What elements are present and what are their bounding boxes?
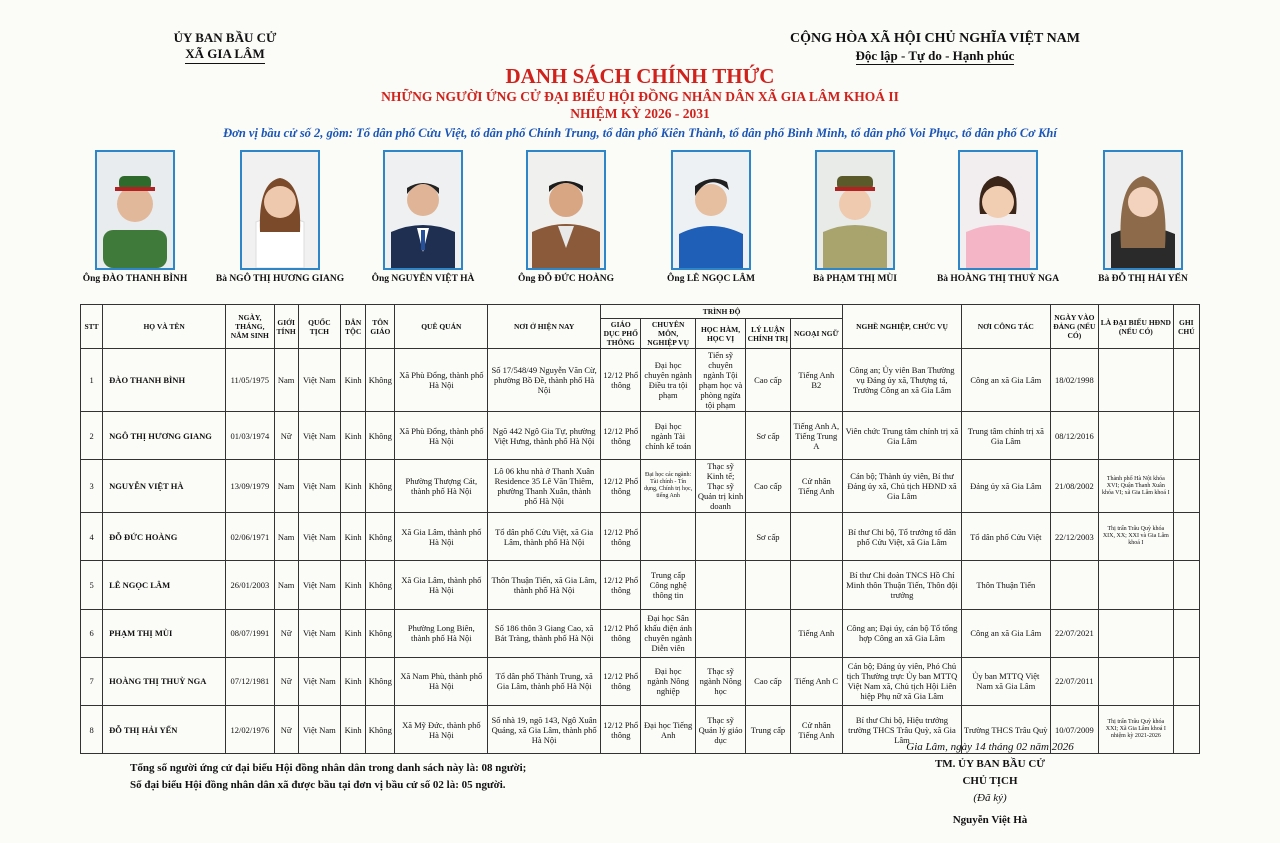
cell-ethnic: Kinh — [341, 609, 366, 657]
cell-residence: Ngõ 442 Ngô Gia Tự, phường Việt Hưng, thành phố Hà Nội — [488, 412, 601, 460]
cell-edu-general: 12/12 Phổ thông — [601, 412, 641, 460]
candidate-photo — [671, 150, 751, 270]
candidate-photo-strip — [70, 150, 1210, 290]
candidate-card — [1068, 150, 1218, 284]
cell-hometown: Xã Nam Phù, thành phố Hà Nội — [395, 657, 488, 705]
candidate-card — [636, 150, 786, 284]
document-title: DANH SÁCH CHÍNH THỨC — [505, 64, 775, 88]
cell-gender: Nữ — [274, 705, 298, 753]
table-row — [81, 609, 1200, 657]
cell-residence: Số nhà 19, ngõ 143, Ngô Xuân Quảng, xã Gia Lâm, thành phố Hà Nội — [488, 705, 601, 753]
cell-gender: Nam — [274, 561, 298, 609]
candidate-rows — [81, 349, 1200, 754]
cell-hometown: Xã Gia Lâm, thành phố Hà Nội — [395, 561, 488, 609]
col-delegate: LÀ ĐẠI BIỂU HĐND (NẾU CÓ) — [1099, 305, 1174, 349]
electoral-unit-line: Đơn vị bầu cử số 2, gồm: Tổ dân phố Cửu Việt, tổ dân phố Chính Trung, tổ dân phố Kiên Thành, tổ dân phố Bình Minh, tổ dân phố Voi Phục, tổ dân phố Cơ Khí — [223, 126, 1057, 140]
cell-party-date: 08/12/2016 — [1050, 412, 1098, 460]
cell-dob: 12/02/1976 — [226, 705, 274, 753]
national-motto: Độc lập - Tự do - Hạnh phúc — [855, 48, 1015, 63]
col-religion: TÔN GIÁO — [366, 305, 395, 349]
cell-residence: Tổ dân phố Thành Trung, xã Gia Lâm, thành phố Hà Nội — [488, 657, 601, 705]
cell-edu-language: Tiếng Anh B2 — [790, 349, 842, 412]
cell-delegate — [1099, 349, 1174, 412]
cell-religion: Không — [366, 561, 395, 609]
cell-note — [1173, 609, 1199, 657]
cell-edu-degree: Thạc sỹ Quản lý giáo dục — [695, 705, 745, 753]
cell-edu-language — [790, 561, 842, 609]
cell-delegate — [1099, 412, 1174, 460]
col-gender: GIỚI TÍNH — [274, 305, 298, 349]
cell-note — [1173, 513, 1199, 561]
cell-edu-political: Cao cấp — [746, 460, 790, 513]
candidate-caption: Ông LÊ NGỌC LÂM — [667, 274, 755, 284]
cell-hometown: Xã Mỹ Đức, thành phố Hà Nội — [395, 705, 488, 753]
cell-gender: Nữ — [274, 657, 298, 705]
cell-name: NGÔ THỊ HƯƠNG GIANG — [103, 412, 226, 460]
col-nationality: QUỐC TỊCH — [298, 305, 340, 349]
candidate-caption: Bà NGÔ THỊ HƯƠNG GIANG — [215, 274, 345, 284]
cell-edu-political: Sơ cấp — [746, 513, 790, 561]
cell-edu-political: Cao cấp — [746, 657, 790, 705]
candidate-photo — [240, 150, 320, 270]
col-dob: NGÀY, THÁNG, NĂM SINH — [226, 305, 274, 349]
cell-workplace: Trường THCS Trâu Quỳ — [961, 705, 1050, 753]
place-date: Gia Lâm, ngày 14 tháng 02 năm 2026 — [906, 741, 1074, 753]
cell-edu-degree — [695, 609, 745, 657]
cell-name: NGUYỄN VIỆT HÀ — [103, 460, 226, 513]
col-edu-major: CHUYÊN MÔN, NGHIỆP VỤ — [641, 319, 695, 349]
cell-job: Cán bộ; Thành ủy viên, Bí thư Đảng ủy xã, Chủ tịch HĐND xã Gia Lâm — [843, 460, 962, 513]
cell-edu-general: 12/12 Phổ thông — [601, 561, 641, 609]
cell-workplace: Công an xã Gia Lâm — [961, 349, 1050, 412]
cell-religion: Không — [366, 609, 395, 657]
cell-hometown: Xã Phù Đổng, thành phố Hà Nội — [395, 349, 488, 412]
authority-line1: ỦY BAN BẦU CỬ — [173, 30, 277, 45]
cell-gender: Nam — [274, 349, 298, 412]
cell-name: LÊ NGỌC LÂM — [103, 561, 226, 609]
col-edu-general: GIÁO DỤC PHỔ THÔNG — [601, 319, 641, 349]
cell-name: PHẠM THỊ MÙI — [103, 609, 226, 657]
authority-line2: XÃ GIA LÂM — [185, 46, 264, 64]
cell-edu-political: Cao cấp — [746, 349, 790, 412]
cell-edu-general: 12/12 Phổ thông — [601, 609, 641, 657]
signature-position: CHỦ TỊCH — [962, 775, 1018, 787]
cell-dob: 01/03/1974 — [226, 412, 274, 460]
cell-edu-degree: Tiến sỹ chuyên ngành Tội phạm học và phòng ngừa tội phạm — [695, 349, 745, 412]
cell-hometown: Phường Long Biên, thành phố Hà Nội — [395, 609, 488, 657]
cell-edu-major: Đại học chuyên ngành Điều tra tội phạm — [641, 349, 695, 412]
cell-edu-degree — [695, 561, 745, 609]
candidate-table — [80, 304, 1200, 754]
col-job: NGHỀ NGHIỆP, CHỨC VỤ — [843, 305, 962, 349]
cell-party-date: 22/12/2003 — [1050, 513, 1098, 561]
candidate-photo — [383, 150, 463, 270]
table-row — [81, 561, 1200, 609]
document-subtitle: NHỮNG NGƯỜI ỨNG CỬ ĐẠI BIỂU HỘI ĐỒNG NHÂN DÂN XÃ GIA LÂM KHOÁ II — [381, 89, 899, 104]
col-note: GHI CHÚ — [1173, 305, 1199, 349]
cell-workplace: Thôn Thuận Tiến — [961, 561, 1050, 609]
cell-edu-major: Đại học ngành Nông nghiệp — [641, 657, 695, 705]
cell-edu-language: Tiếng Anh A, Tiếng Trung A — [790, 412, 842, 460]
candidate-card — [205, 150, 355, 284]
cell-dob: 26/01/2003 — [226, 561, 274, 609]
cell-job: Bí thư Chi bộ, Hiệu trưởng trường THCS Trâu Quỳ, xã Gia Lâm — [843, 705, 962, 753]
candidate-photo — [95, 150, 175, 270]
cell-edu-general: 12/12 Phổ thông — [601, 349, 641, 412]
cell-ethnic: Kinh — [341, 349, 366, 412]
cell-delegate: Thị trấn Trâu Quỳ khóa XIX, XX; XXI và Gia Lâm khoá I — [1099, 513, 1174, 561]
cell-edu-major: Đại học Tiếng Anh — [641, 705, 695, 753]
cell-workplace: Ủy ban MTTQ Việt Nam xã Gia Lâm — [961, 657, 1050, 705]
cell-note — [1173, 705, 1199, 753]
cell-ethnic: Kinh — [341, 705, 366, 753]
cell-stt: 7 — [81, 657, 103, 705]
cell-edu-language — [790, 513, 842, 561]
cell-name: ĐỖ THỊ HẢI YẾN — [103, 705, 226, 753]
cell-note — [1173, 657, 1199, 705]
candidate-caption: Bà PHẠM THỊ MÙI — [812, 274, 897, 284]
table-row — [81, 349, 1200, 412]
cell-job: Cán bộ; Đảng ủy viên, Phó Chủ tịch Thường trực Ủy ban MTTQ Việt Nam xã, Chủ tịch Hội Liên hiệp Phụ nữ xã Gia Lâm — [843, 657, 962, 705]
cell-religion: Không — [366, 412, 395, 460]
signature-status: (Đã ký) — [973, 792, 1007, 804]
cell-edu-general: 12/12 Phổ thông — [601, 657, 641, 705]
cell-delegate — [1099, 609, 1174, 657]
cell-nationality: Việt Nam — [298, 349, 340, 412]
cell-stt: 8 — [81, 705, 103, 753]
candidate-card — [348, 150, 498, 284]
candidate-photo — [958, 150, 1038, 270]
cell-workplace: Công an xã Gia Lâm — [961, 609, 1050, 657]
cell-party-date: 22/07/2011 — [1050, 657, 1098, 705]
cell-hometown: Xã Gia Lâm, thành phố Hà Nội — [395, 513, 488, 561]
cell-party-date: 22/07/2021 — [1050, 609, 1098, 657]
cell-dob: 13/09/1979 — [226, 460, 274, 513]
cell-job: Bí thư Chi bộ, Tổ trưởng tổ dân phố Cửu Việt, xã Gia Lâm — [843, 513, 962, 561]
summary-seats: Số đại biểu Hội đồng nhân dân xã được bầu tại đơn vị bầu cử số 02 là: 05 người. — [130, 779, 506, 791]
signature-block — [880, 739, 1100, 829]
issuing-authority — [140, 30, 310, 64]
col-residence: NƠI Ở HIỆN NAY — [488, 305, 601, 349]
cell-delegate: Thành phố Hà Nội khóa XVI; Quận Thanh Xuân khóa VI; xã Gia Lâm khoá I — [1099, 460, 1174, 513]
col-workplace: NƠI CÔNG TÁC — [961, 305, 1050, 349]
candidate-caption: Ông NGUYỄN VIỆT HÀ — [371, 274, 475, 284]
cell-edu-political: Sơ cấp — [746, 412, 790, 460]
cell-edu-major: Đại học Sân khấu điện ảnh chuyên ngành Diễn viên — [641, 609, 695, 657]
summary-block — [130, 760, 526, 794]
cell-stt: 4 — [81, 513, 103, 561]
table-row — [81, 412, 1200, 460]
cell-gender: Nữ — [274, 412, 298, 460]
cell-nationality: Việt Nam — [298, 657, 340, 705]
cell-name: HOÀNG THỊ THUỲ NGA — [103, 657, 226, 705]
cell-party-date: 18/02/1998 — [1050, 349, 1098, 412]
col-hometown: QUÊ QUÁN — [395, 305, 488, 349]
cell-workplace: Đảng ủy xã Gia Lâm — [961, 460, 1050, 513]
cell-edu-language: Cử nhân Tiếng Anh — [790, 705, 842, 753]
cell-party-date: 21/08/2002 — [1050, 460, 1098, 513]
cell-edu-degree: Thạc sỹ Kinh tế; Thạc sỹ Quản trị kinh doanh — [695, 460, 745, 513]
cell-religion: Không — [366, 513, 395, 561]
cell-job: Công an; Đại úy, cán bộ Tổ tổng hợp Công an xã Gia Lâm — [843, 609, 962, 657]
cell-dob: 02/06/1971 — [226, 513, 274, 561]
cell-edu-general: 12/12 Phổ thông — [601, 460, 641, 513]
cell-stt: 3 — [81, 460, 103, 513]
cell-residence: Số 17/548/49 Nguyễn Văn Cừ, phường Bồ Đề, thành phố Hà Nội — [488, 349, 601, 412]
cell-party-date: 10/07/2009 — [1050, 705, 1098, 753]
cell-hometown: Phường Thượng Cát, thành phố Hà Nội — [395, 460, 488, 513]
signer-name: Nguyễn Việt Hà — [952, 814, 1028, 826]
candidate-card — [491, 150, 641, 284]
col-edu-language: NGOẠI NGỮ — [790, 319, 842, 349]
cell-residence: Tổ dân phố Cửu Việt, xã Gia Lâm, thành phố Hà Nội — [488, 513, 601, 561]
cell-delegate — [1099, 657, 1174, 705]
candidate-photo — [526, 150, 606, 270]
cell-edu-major: Trung cấp Công nghệ thông tin — [641, 561, 695, 609]
col-ethnic: DÂN TỘC — [341, 305, 366, 349]
cell-edu-political — [746, 561, 790, 609]
col-edu-degree: HỌC HÀM, HỌC VỊ — [695, 319, 745, 349]
cell-note — [1173, 349, 1199, 412]
candidate-caption: Bà HOÀNG THỊ THUỲ NGA — [936, 274, 1060, 284]
cell-gender: Nam — [274, 513, 298, 561]
candidate-card — [923, 150, 1073, 284]
col-education-group: TRÌNH ĐỘ — [601, 305, 843, 319]
cell-residence: Số 186 thôn 3 Giang Cao, xã Bát Tràng, thành phố Hà Nội — [488, 609, 601, 657]
cell-edu-major — [641, 513, 695, 561]
cell-stt: 1 — [81, 349, 103, 412]
cell-ethnic: Kinh — [341, 513, 366, 561]
cell-nationality: Việt Nam — [298, 412, 340, 460]
cell-dob: 07/12/1981 — [226, 657, 274, 705]
cell-note — [1173, 561, 1199, 609]
cell-dob: 08/07/1991 — [226, 609, 274, 657]
cell-nationality: Việt Nam — [298, 513, 340, 561]
cell-gender: Nữ — [274, 609, 298, 657]
cell-edu-degree — [695, 412, 745, 460]
cell-party-date — [1050, 561, 1098, 609]
col-edu-political: LÝ LUẬN CHÍNH TRỊ — [746, 319, 790, 349]
cell-edu-language: Tiếng Anh C — [790, 657, 842, 705]
cell-stt: 6 — [81, 609, 103, 657]
cell-nationality: Việt Nam — [298, 705, 340, 753]
cell-religion: Không — [366, 705, 395, 753]
cell-hometown: Xã Phù Đổng, thành phố Hà Nội — [395, 412, 488, 460]
table-row — [81, 513, 1200, 561]
cell-edu-degree: Thạc sỹ ngành Nông học — [695, 657, 745, 705]
cell-ethnic: Kinh — [341, 412, 366, 460]
cell-ethnic: Kinh — [341, 561, 366, 609]
cell-ethnic: Kinh — [341, 460, 366, 513]
national-header — [760, 30, 1110, 65]
cell-workplace: Trung tâm chính trị xã Gia Lâm — [961, 412, 1050, 460]
cell-stt: 2 — [81, 412, 103, 460]
summary-total: Tổng số người ứng cử đại biểu Hội đồng nhân dân trong danh sách này là: 08 người; — [130, 762, 527, 774]
cell-religion: Không — [366, 349, 395, 412]
col-stt: STT — [81, 305, 103, 349]
nation-name: CỘNG HÒA XÃ HỘI CHỦ NGHĨA VIỆT NAM — [789, 31, 1080, 46]
cell-edu-degree — [695, 513, 745, 561]
candidate-caption: Ông ĐÀO THANH BÌNH — [82, 274, 188, 284]
col-name: HỌ VÀ TÊN — [103, 305, 226, 349]
cell-edu-political — [746, 609, 790, 657]
cell-nationality: Việt Nam — [298, 561, 340, 609]
table-row — [81, 657, 1200, 705]
cell-edu-general: 12/12 Phổ thông — [601, 705, 641, 753]
term-line: NHIỆM KỲ 2026 - 2031 — [570, 106, 710, 121]
cell-delegate — [1099, 561, 1174, 609]
col-party-date: NGÀY VÀO ĐẢNG (NẾU CÓ) — [1050, 305, 1098, 349]
cell-religion: Không — [366, 657, 395, 705]
candidate-photo — [815, 150, 895, 270]
cell-edu-language: Tiếng Anh — [790, 609, 842, 657]
candidate-caption: Ông ĐỖ ĐỨC HOÀNG — [518, 274, 614, 284]
candidate-card — [780, 150, 930, 284]
cell-edu-major: Đại học ngành Tài chính kế toán — [641, 412, 695, 460]
cell-job: Viên chức Trung tâm chính trị xã Gia Lâm — [843, 412, 962, 460]
cell-note — [1173, 412, 1199, 460]
cell-residence: Thôn Thuận Tiến, xã Gia Lâm, thành phố Hà Nội — [488, 561, 601, 609]
cell-note — [1173, 460, 1199, 513]
cell-nationality: Việt Nam — [298, 460, 340, 513]
cell-ethnic: Kinh — [341, 657, 366, 705]
cell-workplace: Tổ dân phố Cửu Việt — [961, 513, 1050, 561]
cell-edu-political: Trung cấp — [746, 705, 790, 753]
cell-stt: 5 — [81, 561, 103, 609]
cell-religion: Không — [366, 460, 395, 513]
cell-name: ĐÀO THANH BÌNH — [103, 349, 226, 412]
cell-job: Công an; Ủy viên Ban Thường vụ Đảng ủy xã, Thượng tá, Trưởng Công an xã Gia Lâm — [843, 349, 962, 412]
candidate-card — [60, 150, 210, 284]
cell-residence: Lô 06 khu nhà ở Thanh Xuân Residence 35 Lê Văn Thiêm, phường Thanh Xuân, thành phố Hà Nội — [488, 460, 601, 513]
cell-edu-major: Đại học các ngành: Tài chính - Tín dụng, Chính trị học, tiếng Anh — [641, 460, 695, 513]
cell-nationality: Việt Nam — [298, 609, 340, 657]
candidate-caption: Bà ĐỖ THỊ HẢI YẾN — [1098, 274, 1188, 284]
cell-dob: 11/05/1975 — [226, 349, 274, 412]
candidate-photo — [1103, 150, 1183, 270]
cell-job: Bí thư Chi đoàn TNCS Hồ Chí Minh thôn Thuận Tiến, Thôn đội trưởng — [843, 561, 962, 609]
cell-gender: Nam — [274, 460, 298, 513]
cell-edu-language: Cử nhân Tiếng Anh — [790, 460, 842, 513]
table-row — [81, 460, 1200, 513]
cell-delegate: Thị trấn Trâu Quỳ khóa XXI; Xã Gia Lâm khoá I nhiệm kỳ 2021-2026 — [1099, 705, 1174, 753]
signature-on-behalf: TM. ỦY BAN BẦU CỬ — [934, 758, 1046, 770]
cell-name: ĐỖ ĐỨC HOÀNG — [103, 513, 226, 561]
cell-edu-general: 12/12 Phổ thông — [601, 513, 641, 561]
